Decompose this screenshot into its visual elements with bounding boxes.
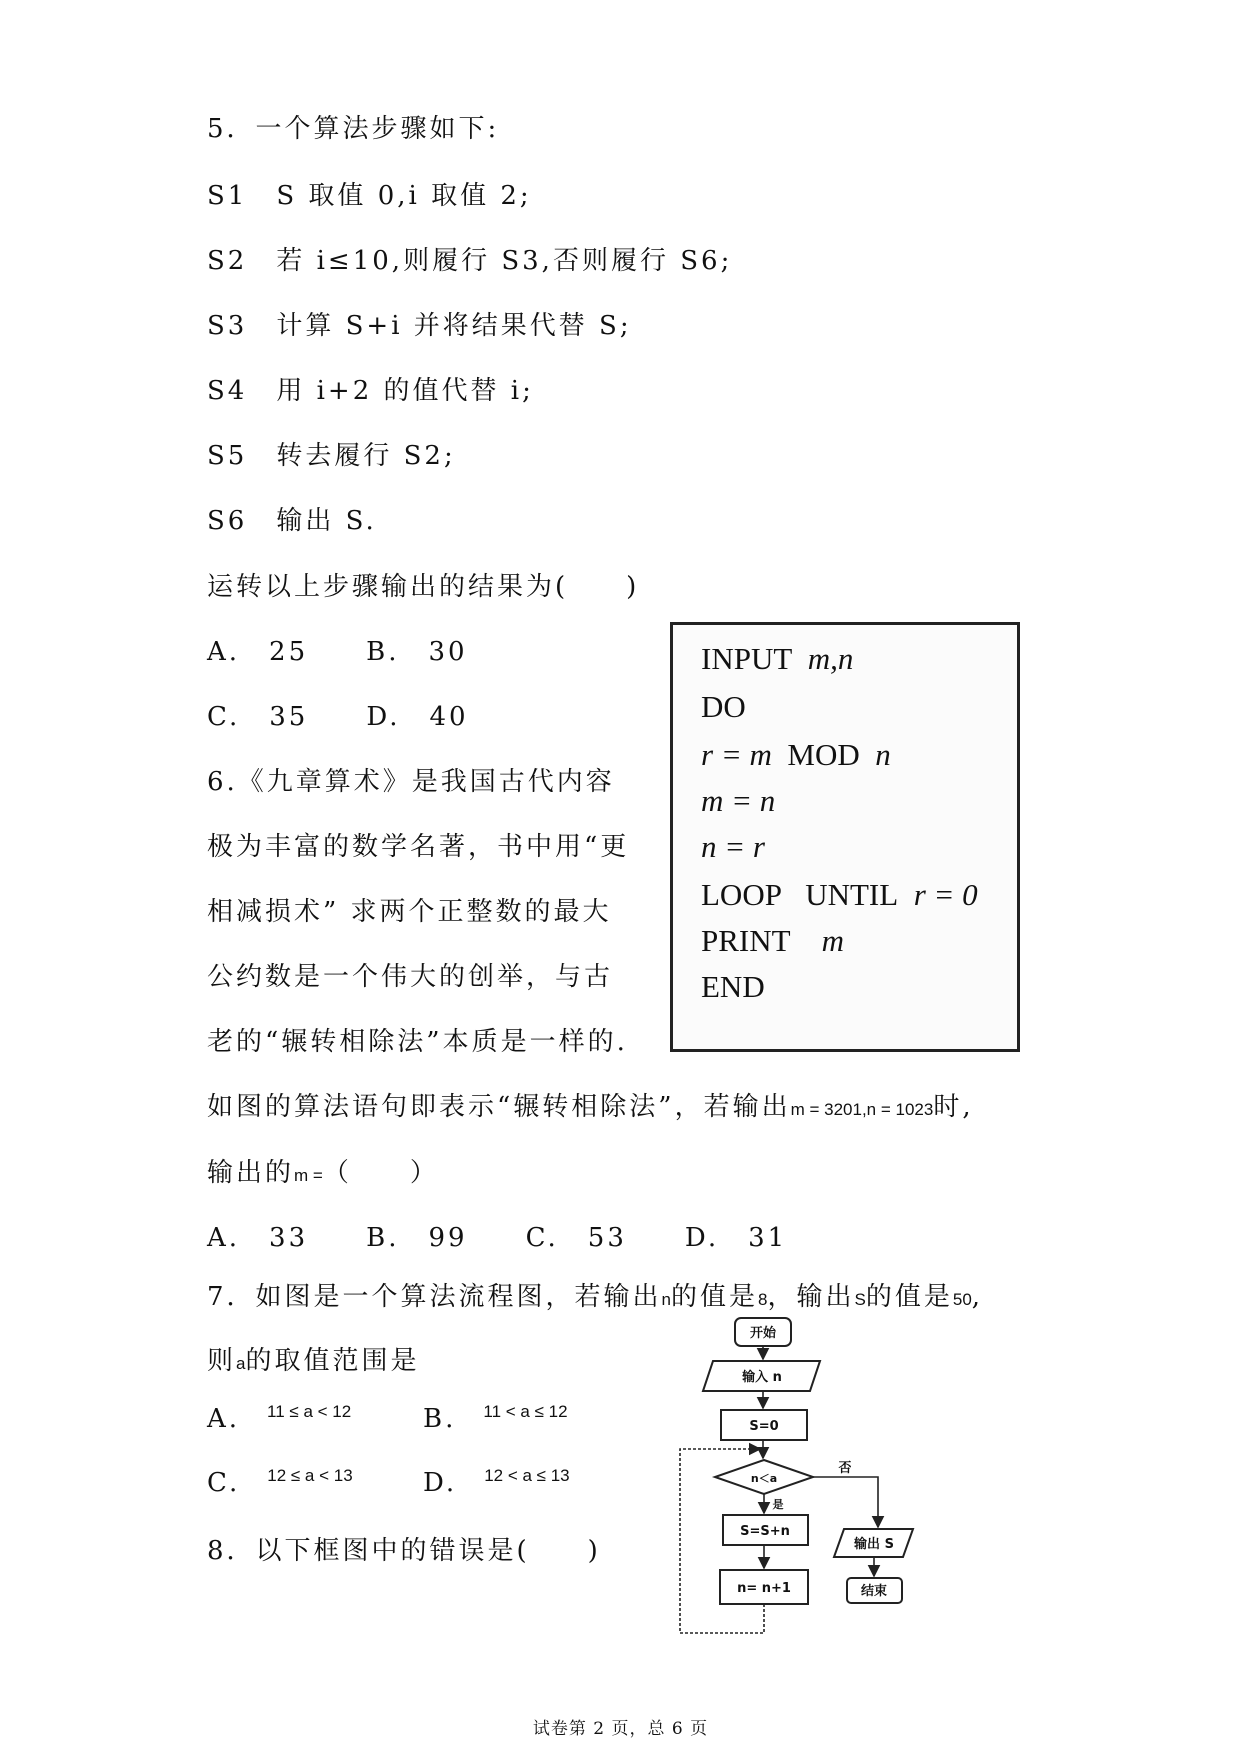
code-line-input xyxy=(701,641,853,677)
q7-line2 xyxy=(207,1340,420,1377)
q7-option-c xyxy=(207,1466,353,1498)
q6-line2: 极为丰富的数学名著，书中用“更 xyxy=(207,832,630,862)
flow-input-label: 输入 n xyxy=(742,1370,782,1385)
code-var: n = r xyxy=(701,829,765,864)
option-label: A. xyxy=(207,1404,241,1434)
q5-options-cd: C. 35 D. 40 xyxy=(207,702,469,732)
algorithm-code-box xyxy=(670,622,1020,1052)
code-var: m,n xyxy=(807,641,854,676)
q6-line5: 老的“辗转相除法”本质是一样的. xyxy=(207,1027,628,1057)
code-line-assign-m xyxy=(701,783,775,819)
q5-step-s6: S6 输出 S. xyxy=(207,506,377,536)
q7-var-a: a xyxy=(236,1354,246,1373)
q5-step-s5: S5 转去履行 S2; xyxy=(207,441,456,471)
q5-options-ab: A. 25 B. 30 xyxy=(207,637,468,667)
q6-line4: 公约数是一个伟大的创举，与古 xyxy=(207,962,614,992)
flow-output-label: 输出 S xyxy=(854,1537,894,1552)
option-value: 11 ≤ a < 12 xyxy=(267,1402,352,1421)
flow-condition-label: n＜a xyxy=(750,1472,778,1485)
flow-inc-label: n= n+1 xyxy=(737,1581,791,1596)
q7-var-s: S xyxy=(854,1290,866,1309)
q7-line1 xyxy=(207,1276,983,1313)
code-var: m = n xyxy=(701,783,776,818)
flow-init-label: S=0 xyxy=(749,1419,779,1434)
q6-options: A. 33 B. 99 C. 53 D. 31 xyxy=(207,1223,788,1253)
option-label: B. xyxy=(423,1404,457,1434)
code-var: r = m xyxy=(701,737,772,772)
q6-line6 xyxy=(207,1086,974,1123)
code-var: r = 0 xyxy=(913,877,978,912)
q7-text: ，输出 xyxy=(767,1282,855,1312)
q5-step-s1: S1 S 取值 0,i 取值 2; xyxy=(207,181,532,211)
q6-line7-end: （ ） xyxy=(322,1158,439,1188)
q7-text: 7．如图是一个算法流程图，若输出 xyxy=(207,1282,662,1312)
q7-text: 则 xyxy=(207,1346,237,1376)
q6-line1: 6.《九章算术》是我国古代内容 xyxy=(207,767,615,797)
q7-text: , xyxy=(971,1282,984,1312)
code-line-do: DO xyxy=(701,689,746,724)
code-var: m xyxy=(821,923,844,958)
q5-step-s4: S4 用 i+2 的值代替 i; xyxy=(207,376,534,406)
q7-value-8: 8 xyxy=(758,1290,768,1309)
q6-line7-text: 输出的 xyxy=(207,1158,295,1188)
q7-option-b xyxy=(423,1402,568,1434)
flow-start-label: 开始 xyxy=(749,1326,777,1341)
q6-line3: 相减损术” 求两个正整数的最大 xyxy=(207,897,612,927)
code-line-assign-n xyxy=(701,829,765,865)
code-keyword: MOD xyxy=(787,737,860,772)
q5-question: 运转以上步骤输出的结果为( ) xyxy=(207,572,640,602)
q6-output-var: m = xyxy=(294,1166,323,1185)
flow-yes-label: 是 xyxy=(772,1498,784,1511)
flow-add-label: S=S+n xyxy=(740,1524,790,1539)
code-keyword: PRINT xyxy=(701,923,791,958)
code-keyword: INPUT xyxy=(701,641,793,676)
q6-line7 xyxy=(207,1152,439,1189)
code-keyword: UNTIL xyxy=(805,877,899,912)
option-label: C. xyxy=(207,1468,241,1498)
q7-value-50: 50 xyxy=(952,1290,972,1309)
q7-text: 的值是 xyxy=(865,1282,953,1312)
code-var: n xyxy=(875,737,891,772)
q6-line6-end: 时, xyxy=(933,1092,974,1122)
page-footer: 试卷第 2 页，总 6 页 xyxy=(532,1719,709,1739)
q6-input-values: m = 3201,n = 1023 xyxy=(790,1100,934,1119)
code-line-end: END xyxy=(701,969,765,1004)
flowchart xyxy=(660,1315,940,1640)
q5-title: 5．一个算法步骤如下: xyxy=(207,114,500,144)
code-line-loop xyxy=(701,877,978,913)
q7-option-a xyxy=(207,1402,352,1434)
option-value: 12 ≤ a < 13 xyxy=(267,1466,353,1485)
q7-option-d xyxy=(423,1466,570,1498)
option-value: 11 < a ≤ 12 xyxy=(483,1402,568,1421)
flow-end-label: 结束 xyxy=(860,1584,888,1599)
q7-text: 的取值范围是 xyxy=(245,1346,420,1376)
option-label: D. xyxy=(423,1468,458,1498)
code-line-mod xyxy=(701,737,891,773)
q7-var-n: n xyxy=(661,1290,672,1309)
code-line-print xyxy=(701,923,844,959)
q5-step-s2: S2 若 i≤10,则履行 S3,否则履行 S6; xyxy=(207,246,733,276)
q8-line1: 8．以下框图中的错误是( ) xyxy=(207,1536,601,1566)
flow-no-label: 否 xyxy=(838,1461,852,1476)
option-value: 12 < a ≤ 13 xyxy=(484,1466,570,1485)
q6-line6-text: 如图的算法语句即表示“辗转相除法”，若输出 xyxy=(207,1092,791,1122)
q7-text: 的值是 xyxy=(671,1282,759,1312)
code-keyword: LOOP xyxy=(701,877,782,912)
q5-step-s3: S3 计算 S+i 并将结果代替 S; xyxy=(207,311,632,341)
